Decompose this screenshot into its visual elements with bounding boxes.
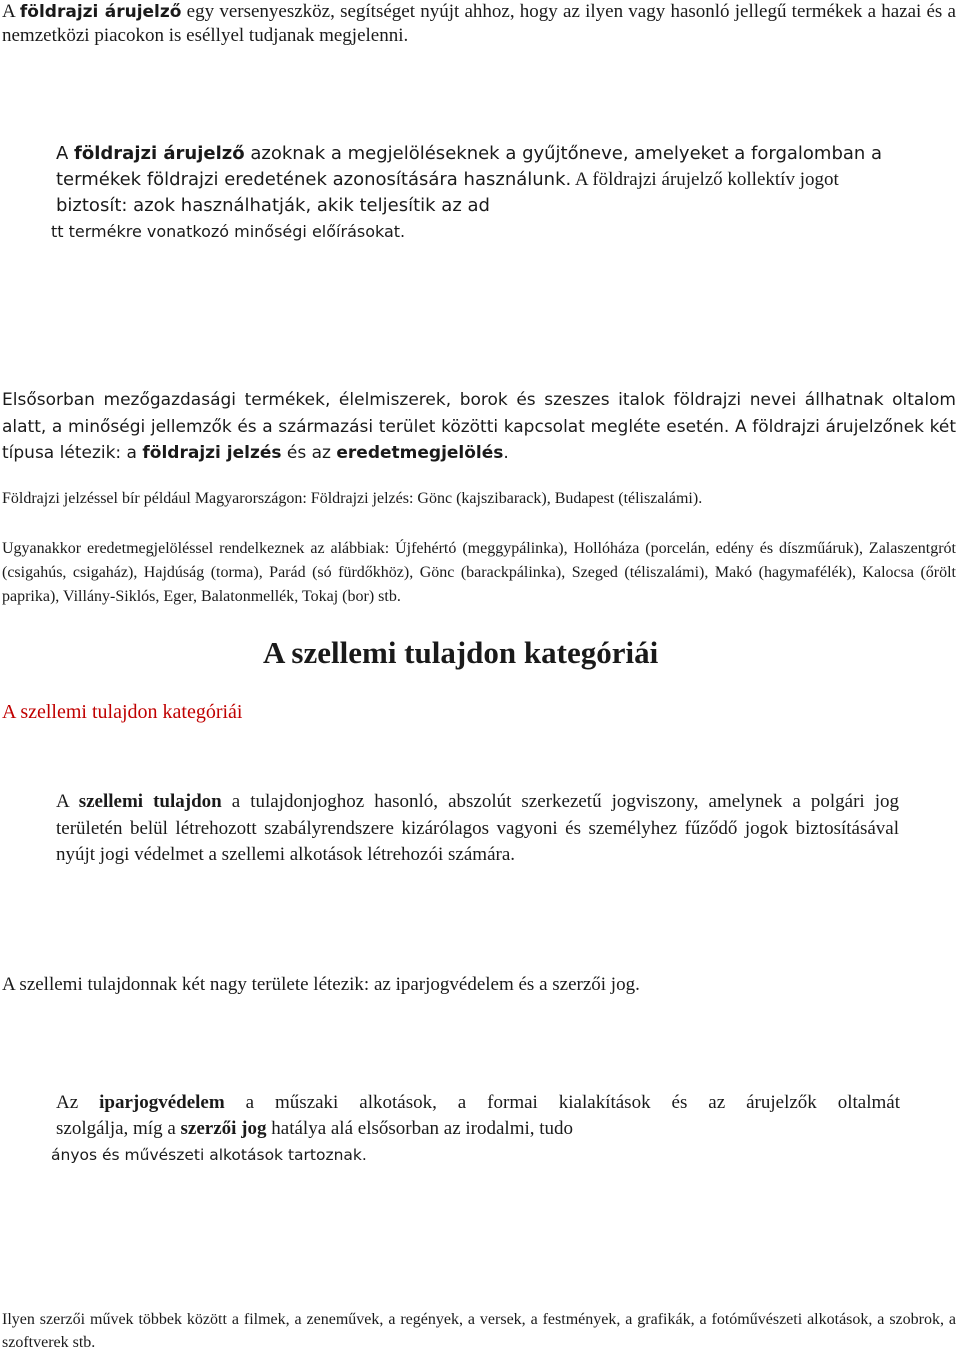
definition-line-2 (56, 167, 906, 193)
works-text: Ilyen szerzői művek többek között a filmek, a zeneművek, a regények, a versek, a festmények, a grafikák, a fotóművészeti alkotások, a szobrok, a szoftverek stb. (2, 1311, 956, 1351)
intro-pre: A (2, 1, 20, 22)
products-bold-do: eredetmegjelölés (336, 443, 504, 463)
definition-line2-text: termékek földrajzi eredetének azonosítására használunk. (56, 169, 572, 190)
protection-line-2 (56, 1116, 900, 1142)
protection-line1-text: a műszaki alkotások, a formai kialakítások és az árujelzők oltalmát (224, 1092, 901, 1113)
two-areas-text: A szellemi tulajdonnak két nagy területe létezik: az iparjogvédelem és a szerzői jog. (2, 974, 640, 995)
protection-bold-industrial: iparjogvédelem (99, 1092, 225, 1113)
products-mid: és az (281, 443, 337, 463)
definition-line1-text: azoknak a megjelöléseknek a gyűjtőneve, amelyeket a forgalomban a (244, 143, 883, 164)
ip-definition-text: a tulajdonjoghoz hasonló, abszolút szerkezetű jogviszony, amelynek a polgári jog területén belül létrehozott szabályrendszere kizárólagos vagyoni és személyhez fűződő jogok biztosításával nyújt jogi védelmet a szellemi alkotások létrehozói számára. (56, 791, 899, 865)
protection-line2-pre: szolgálja, míg a (56, 1118, 181, 1139)
intro-text: egy versenyeszköz, segítséget nyújt ahhoz, hogy az ilyen vagy hasonló jellegű termékek a hazai és a nemzetközi piacokon is eséllyel tudjanak megjelenni. (2, 1, 956, 46)
do-examples-text: Ugyanakkor eredetmegjelöléssel rendelkeznek az alábbiak: Újfehértó (meggypálinka), Hollóháza (porcelán, edény és díszműáruk), Zalaszentgrót (csigahús, csigaház), Hajdúság (torma), Parád (só fürdőkhöz), Gönc (barackpálinka), Szeged (téliszalámi), Makó (hagymafélék), Kalocsa (őrölt paprika), Villány-Siklós, Eger, Balatonmellék, Tokaj (bor) stb. (2, 540, 956, 605)
protection-line-1 (56, 1090, 900, 1116)
intro-paragraph (2, 0, 956, 47)
definition-line-4 (51, 219, 906, 245)
protection-paragraph (51, 1090, 901, 1168)
gi-example-text: Földrajzi jelzéssel bír például Magyarországon: Földrajzi jelzés: Gönc (kajszibarack), Budapest (téliszalámi). (2, 490, 703, 507)
section-link[interactable]: A szellemi tulajdon kategóriái (2, 701, 243, 723)
intro-bold-term: földrajzi árujelző (19, 2, 182, 22)
products-bold-gi: földrajzi jelzés (142, 443, 282, 463)
gi-example-paragraph (2, 488, 956, 510)
definition-paragraph (51, 141, 906, 245)
definition-line2-serif: A földrajzi árujelző kollektív jogot (571, 169, 839, 190)
products-end: . (503, 443, 509, 463)
definition-line-3 (56, 193, 906, 219)
protection-line3-text: ányos és művészeti alkotások tartoznak. (51, 1146, 367, 1164)
protection-line-3 (51, 1142, 900, 1168)
products-paragraph (2, 387, 956, 467)
definition-line-1 (56, 141, 906, 167)
section-heading: A szellemi tulajdon kategóriái (263, 635, 659, 670)
do-examples-paragraph (2, 537, 956, 609)
ip-definition-pre: A (56, 791, 79, 812)
ip-definition-bold-term: szellemi tulajdon (78, 791, 222, 812)
products-text: Elsősorban mezőgazdasági termékek, élelmiszerek, borok és szeszes italok földrajzi nevei állhatnak oltalom alatt, a minőségi jellemzők és a származási terület közötti kapcsolat megléte esetén. A földrajzi árujelzőnek két típusa létezik: a (2, 390, 956, 463)
definition-line4-text: tt termékre vonatkozó minőségi előírásokat. (51, 222, 406, 241)
ip-definition-paragraph (56, 789, 899, 869)
works-paragraph (2, 1308, 956, 1354)
protection-line2-text: hatálya alá elsősorban az irodalmi, tudo (266, 1118, 574, 1139)
definition-bold-term: földrajzi árujelző (74, 143, 245, 164)
protection-pre: Az (56, 1092, 100, 1113)
definition-pre: A (56, 143, 75, 164)
definition-line3-text: biztosít: azok használhatják, akik teljesítik az ad (56, 195, 490, 216)
protection-bold-copyright: szerzői jog (180, 1118, 267, 1139)
two-areas-paragraph (2, 971, 640, 999)
